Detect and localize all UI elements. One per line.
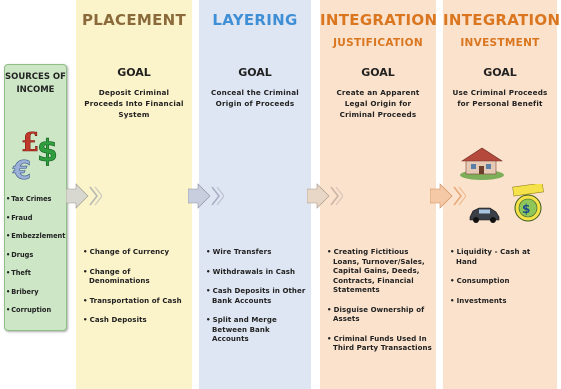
method-item: • Disguise Ownership of Assets	[327, 306, 432, 325]
method-item: • Consumption	[450, 277, 553, 287]
flow-arrow-to-integration	[307, 183, 343, 209]
flow-arrow-to-placement	[66, 183, 102, 209]
source-item: • Theft	[6, 269, 66, 277]
sources-panel	[4, 64, 67, 331]
flow-arrow-to-layering	[188, 183, 224, 209]
method-item: • Cash Deposits	[83, 316, 188, 326]
layering-goal-label: GOAL	[238, 66, 272, 79]
svg-text:$: $	[37, 134, 58, 169]
integration-investment-goal-label: GOAL	[483, 66, 517, 79]
placement-goal-text: Deposit Criminal Proceeds Into Financial System	[84, 88, 184, 119]
source-item: • Fraud	[6, 214, 66, 222]
method-item: • Change of Denominations	[83, 268, 188, 287]
sources-title: SOURCES OF INCOME	[5, 72, 66, 95]
method-item: • Withdrawals in Cash	[206, 268, 307, 278]
method-item: • Transportation of Cash	[83, 297, 188, 307]
house-icon	[459, 144, 505, 180]
source-item: • Drugs	[6, 251, 66, 259]
integration-justification-goal-text: Create an Apparent Legal Origin for Criminal Proceeds	[336, 88, 420, 119]
flow-arrow-to-investment	[430, 183, 466, 209]
method-item: • Wire Transfers	[206, 248, 307, 258]
method-item: • Split and Merge Between Bank Accounts	[206, 316, 307, 345]
method-item: • Creating Fictitious Loans, Turnover/Sales, Capital Gains, Deeds, Contracts, Financial Statements	[327, 248, 432, 296]
money-icon	[507, 184, 549, 222]
placement-title: PLACEMENT	[81, 11, 187, 29]
source-item: • Corruption	[6, 306, 66, 314]
layering-goal-text: Conceal the Criminal Origin of Proceeds	[211, 88, 299, 108]
source-item: • Embezzlement	[6, 232, 66, 240]
svg-text:£: £	[21, 128, 40, 158]
integration-investment-methods	[450, 248, 553, 316]
currency-icon	[11, 127, 63, 185]
source-item: • Tax Crimes	[6, 195, 66, 203]
source-item: • Bribery	[6, 288, 66, 296]
car-icon	[468, 204, 500, 224]
method-item: • Criminal Funds Used In Third Party Transactions	[327, 335, 432, 354]
integration-justification-title: INTEGRATION	[320, 11, 438, 29]
integration-justification-methods	[327, 248, 432, 364]
layering-title: LAYERING	[212, 11, 298, 29]
integration-justification-goal-label: GOAL	[361, 66, 395, 79]
method-item: • Investments	[450, 297, 553, 307]
layering-methods	[206, 248, 307, 355]
svg-text:€: €	[13, 156, 32, 185]
placement-methods	[83, 248, 188, 336]
method-item: • Cash Deposits in Other Bank Accounts	[206, 287, 307, 306]
method-item: • Liquidity - Cash at Hand	[450, 248, 553, 267]
integration-investment-goal-text: Use Criminal Proceeds for Personal Benefit	[452, 88, 548, 108]
integration-investment-subtitle: INVESTMENT	[460, 37, 540, 49]
placement-goal-label: GOAL	[117, 66, 151, 79]
sources-list	[6, 195, 66, 325]
integration-investment-title: INTEGRATION	[443, 11, 561, 29]
svg-text:$: $	[522, 202, 531, 216]
integration-justification-subtitle: JUSTIFICATION	[333, 37, 423, 49]
method-item: • Change of Currency	[83, 248, 188, 258]
